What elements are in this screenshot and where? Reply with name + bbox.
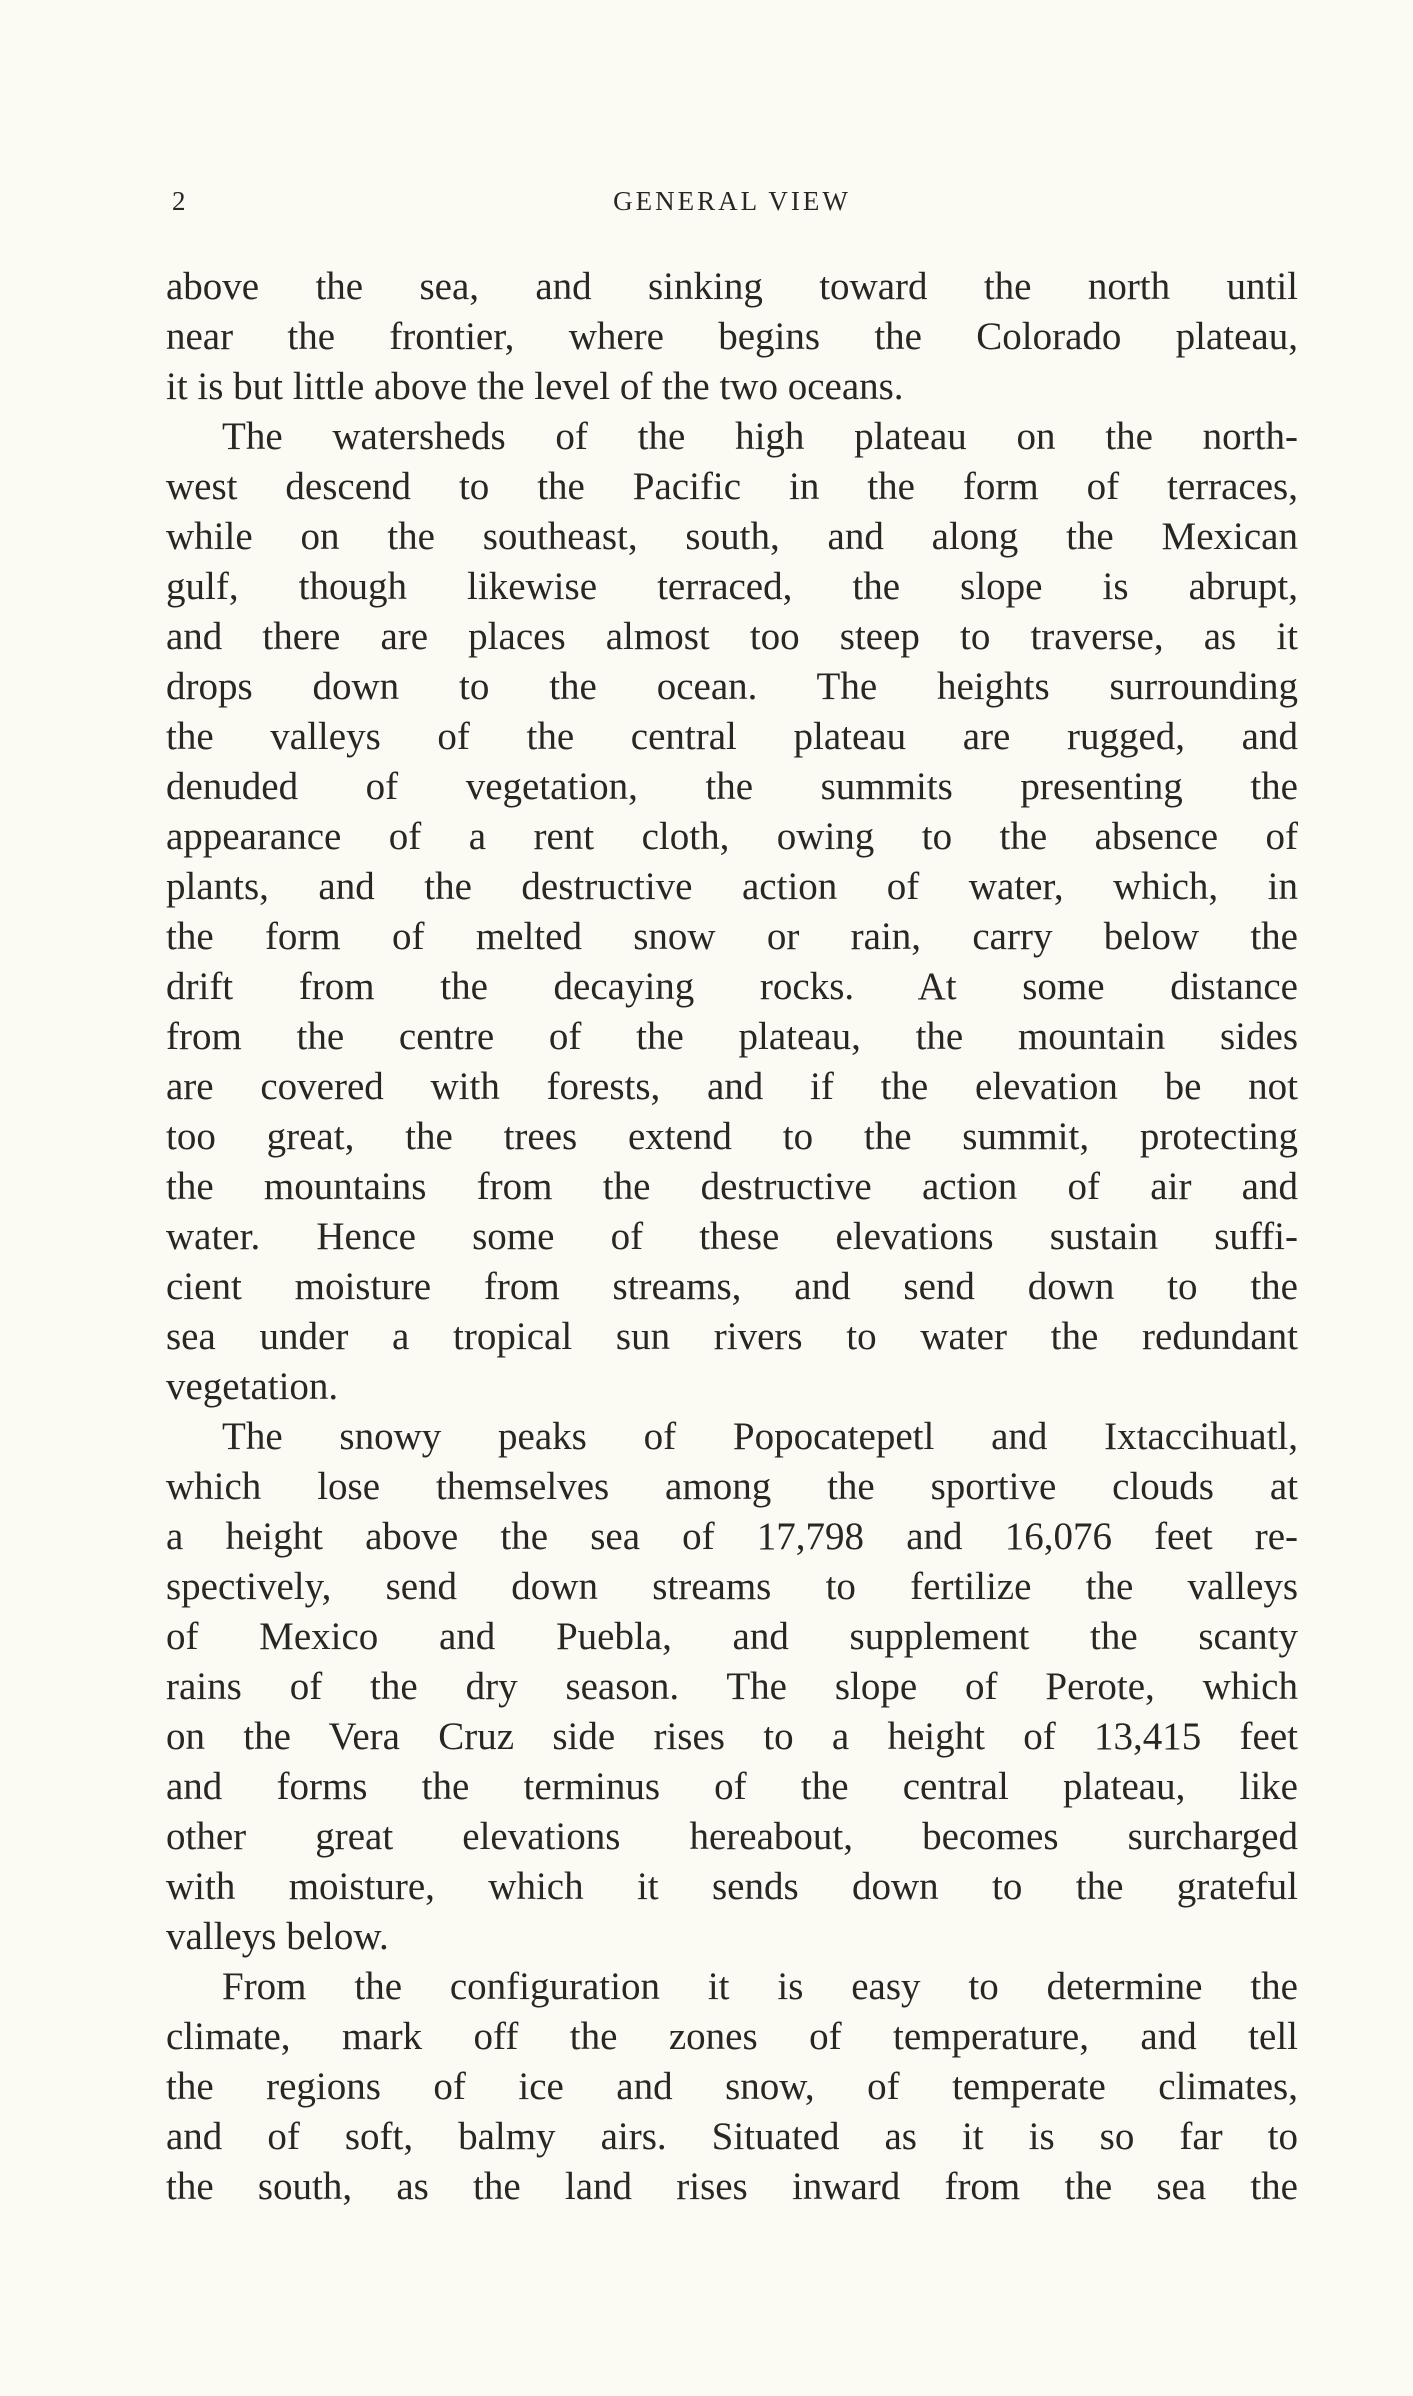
text-line: above the sea, and sinking toward the north until (166, 265, 1298, 308)
text-line: climate, mark off the zones of temperature, and tell (166, 2015, 1298, 2058)
text-line: the regions of ice and snow, of temperate climates, (166, 2065, 1298, 2108)
text-line: the valleys of the central plateau are rugged, and (166, 715, 1298, 758)
text-line: drops down to the ocean. The heights surrounding (166, 665, 1298, 708)
text-line: are covered with forests, and if the elevation be not (166, 1065, 1298, 1108)
text-line: gulf, though likewise terraced, the slope is abrupt, (166, 565, 1298, 608)
text-line: The watersheds of the high plateau on the north- (222, 415, 1298, 458)
text-line: and forms the terminus of the central plateau, like (166, 1765, 1298, 1808)
text-line: with moisture, which it sends down to the grateful (166, 1865, 1298, 1908)
text-line: denuded of vegetation, the summits presenting the (166, 765, 1298, 808)
text-line: the south, as the land rises inward from the sea the (166, 2165, 1298, 2208)
text-line: spectively, send down streams to fertilize the valleys (166, 1565, 1298, 1608)
text-line: drift from the decaying rocks. At some distance (166, 965, 1298, 1008)
text-line: plants, and the destructive action of water, which, in (166, 865, 1298, 908)
text-line: From the configuration it is easy to determine the (222, 1965, 1298, 2008)
text-line: vegetation. (166, 1365, 339, 1408)
text-line: cient moisture from streams, and send down to the (166, 1265, 1298, 1308)
text-line: and of soft, balmy airs. Situated as it is so far to (166, 2115, 1298, 2158)
text-line: water. Hence some of these elevations sustain suffi- (166, 1215, 1298, 1258)
text-line: appearance of a rent cloth, owing to the absence of (166, 815, 1298, 858)
body-text (166, 262, 1298, 2212)
text-line: sea under a tropical sun rivers to water the redundant (166, 1315, 1298, 1358)
text-line: it is but little above the level of the two oceans. (166, 365, 904, 408)
text-line: from the centre of the plateau, the mountain sides (166, 1015, 1298, 1058)
page-header (172, 186, 1292, 226)
page-number: 2 (172, 186, 187, 216)
text-line: and there are places almost too steep to traverse, as it (166, 615, 1298, 658)
text-line: on the Vera Cruz side rises to a height of 13,415 feet (166, 1715, 1298, 1758)
text-line: too great, the trees extend to the summit, protecting (166, 1115, 1298, 1158)
text-line: The snowy peaks of Popocatepetl and Ixtaccihuatl, (222, 1415, 1298, 1458)
text-line: which lose themselves among the sportive clouds at (166, 1465, 1298, 1508)
text-line: west descend to the Pacific in the form of terraces, (166, 465, 1298, 508)
text-line: of Mexico and Puebla, and supplement the scanty (166, 1615, 1298, 1658)
running-head: GENERAL VIEW (613, 186, 851, 216)
text-line: other great elevations hereabout, becomes surcharged (166, 1815, 1298, 1858)
text-line: the form of melted snow or rain, carry below the (166, 915, 1298, 958)
text-line: a height above the sea of 17,798 and 16,076 feet re- (166, 1515, 1298, 1558)
text-line: valleys below. (166, 1915, 389, 1958)
text-line: while on the southeast, south, and along the Mexican (166, 515, 1298, 558)
text-line: the mountains from the destructive action of air and (166, 1165, 1298, 1208)
text-line: near the frontier, where begins the Colorado plateau, (166, 315, 1298, 358)
text-line: rains of the dry season. The slope of Perote, which (166, 1665, 1298, 1708)
